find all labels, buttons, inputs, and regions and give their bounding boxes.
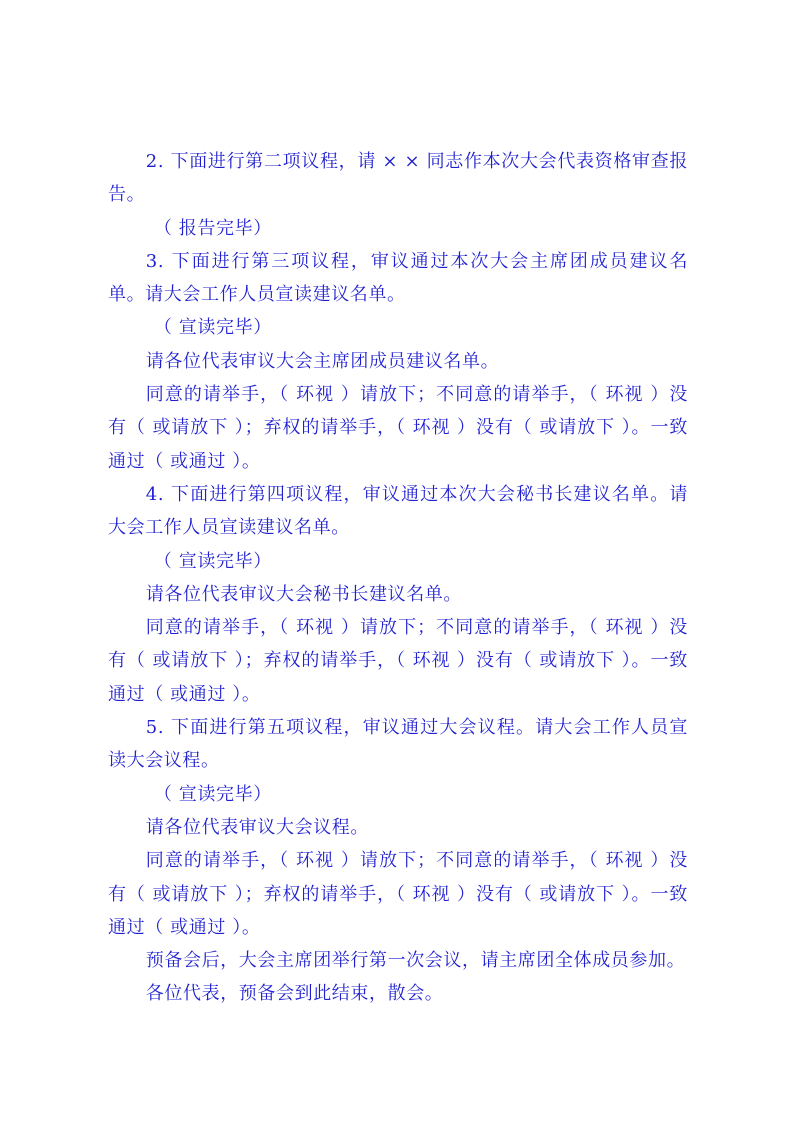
agenda-item-2: 2. 下面进行第二项议程，请 × × 同志作本次大会代表资格审查报告。 bbox=[108, 151, 688, 206]
note-reading-finished: （ 宣读完毕） bbox=[153, 550, 272, 572]
meeting-closing: 各位代表，预备会到此结束，散会。 bbox=[145, 983, 444, 1005]
agenda-item-4: 4. 下面进行第四项议程，审议通过本次大会秘书长建议名单。请大会工作人员宣读建议名单。 bbox=[108, 483, 688, 539]
note-reading-finished: （ 宣读完毕） bbox=[153, 317, 272, 339]
agenda-item-5: 5. 下面进行第五项议程，审议通过大会议程。请大会工作人员宣读大会议程。 bbox=[108, 717, 688, 772]
note-report-finished: （ 报告完毕） bbox=[153, 217, 272, 239]
document-body bbox=[108, 145, 688, 1011]
vote-procedure: 同意的请举手，（ 环视 ）请放下；不同意的请举手，（ 环视 ）没有（ 或请放下 ）；弃权的请举手，（ 环视 ）没有（ 或请放下 ）。一致通过（ 或通过 ）。 bbox=[108, 850, 688, 938]
note-reading-finished: （ 宣读完毕） bbox=[153, 783, 272, 805]
review-agenda: 请各位代表审议大会议程。 bbox=[145, 816, 369, 838]
review-secretary-general-list: 请各位代表审议大会秘书长建议名单。 bbox=[145, 583, 462, 605]
agenda-item-3: 3. 下面进行第三项议程，审议通过本次大会主席团成员建议名单。请大会工作人员宣读建议名单。 bbox=[108, 250, 688, 306]
vote-procedure: 同意的请举手，（ 环视 ）请放下；不同意的请举手，（ 环视 ）没有（ 或请放下 ）；弃权的请举手，（ 环视 ）没有（ 或请放下 ）。一致通过（ 或通过 ）。 bbox=[108, 384, 688, 472]
vote-procedure: 同意的请举手，（ 环视 ）请放下；不同意的请举手，（ 环视 ）没有（ 或请放下 ）；弃权的请举手，（ 环视 ）没有（ 或请放下 ）。一致通过（ 或通过 ）。 bbox=[108, 617, 688, 705]
presidium-meeting-notice: 预备会后，大会主席团举行第一次会议，请主席团全体成员参加。 bbox=[145, 950, 686, 972]
review-presidium-list: 请各位代表审议大会主席团成员建议名单。 bbox=[145, 350, 500, 372]
